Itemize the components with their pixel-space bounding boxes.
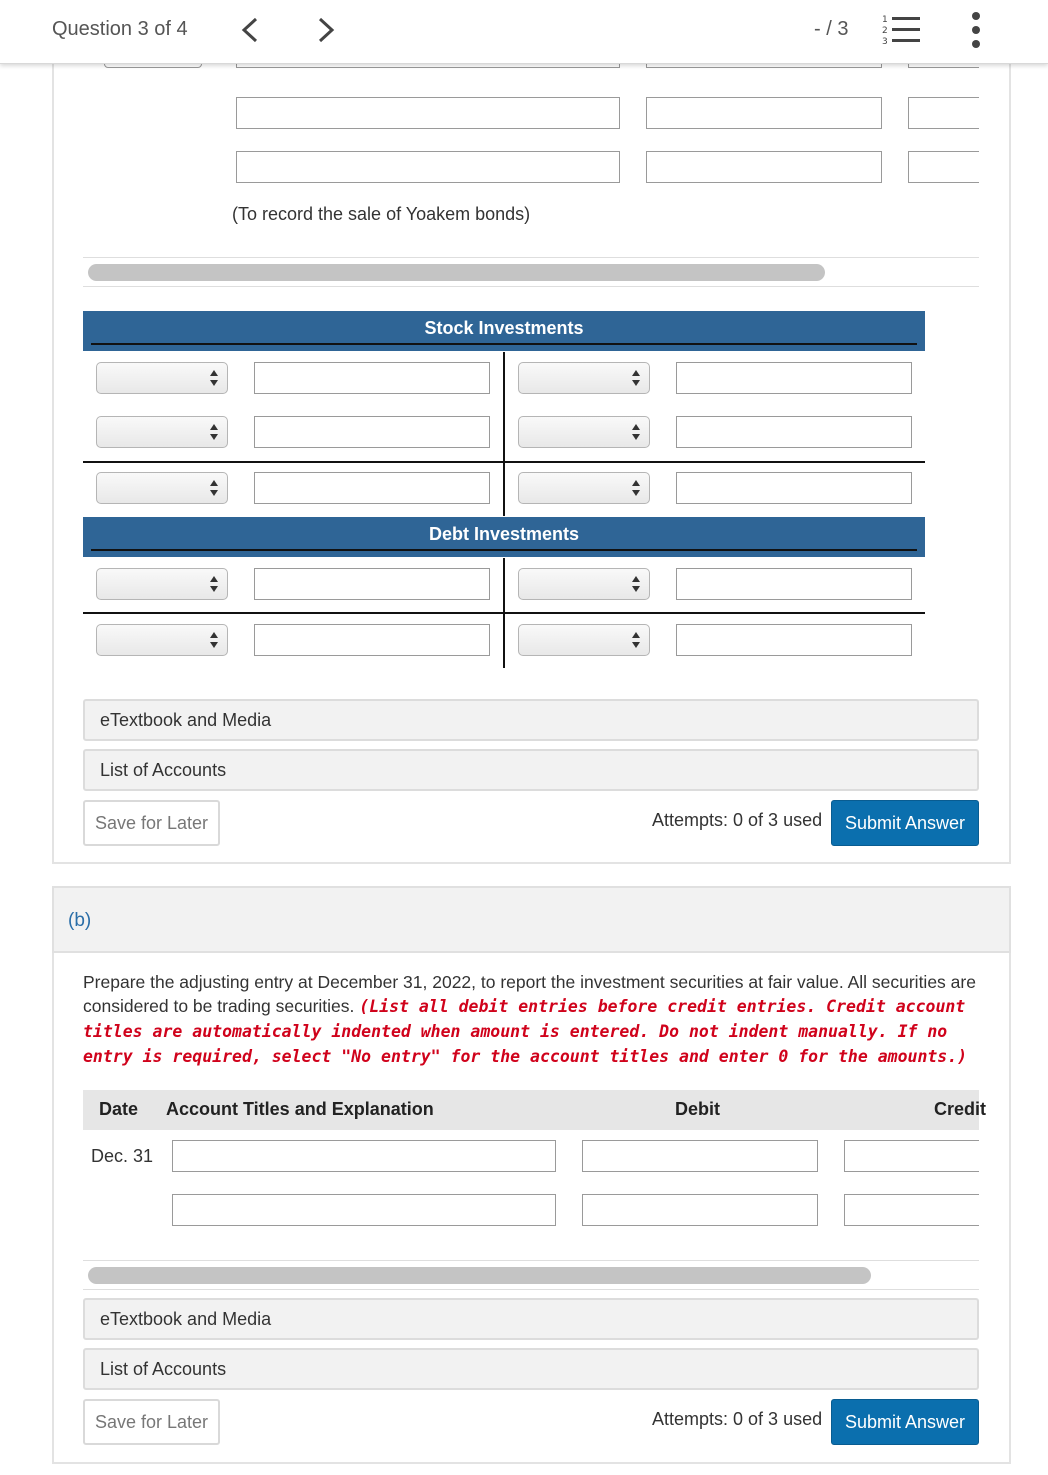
stock-debit-amount[interactable] bbox=[254, 362, 490, 394]
stock-investments-header bbox=[83, 311, 925, 351]
account-title-input[interactable] bbox=[172, 1140, 556, 1172]
part-b-header bbox=[52, 886, 1011, 953]
select-arrows-icon bbox=[210, 424, 218, 440]
select-arrows-icon bbox=[632, 576, 640, 592]
horizontal-scrollbar[interactable] bbox=[88, 264, 825, 281]
debt-debit-amount[interactable] bbox=[254, 568, 490, 600]
svg-text:2: 2 bbox=[882, 26, 888, 36]
select-arrows-icon bbox=[210, 576, 218, 592]
stock-debit-select[interactable] bbox=[96, 416, 228, 448]
submit-answer-button[interactable]: Submit Answer bbox=[831, 1399, 979, 1445]
stock-balance-amount[interactable] bbox=[254, 472, 490, 504]
credit-input[interactable] bbox=[844, 1194, 979, 1226]
debt-balance-select[interactable] bbox=[518, 624, 650, 656]
divider bbox=[83, 1289, 979, 1290]
col-credit: Credit bbox=[934, 1099, 987, 1119]
t-account-divider bbox=[503, 352, 505, 516]
debit-input[interactable] bbox=[582, 1140, 818, 1172]
svg-text:1: 1 bbox=[882, 15, 888, 25]
stock-credit-amount[interactable] bbox=[676, 416, 912, 448]
etextbook-media-link[interactable]: eTextbook and Media bbox=[83, 1298, 979, 1340]
instructions-text: Prepare the adjusting entry at December 31, 2022, to report the investment securities at fair value. All securities are considered to be trading securities. bbox=[83, 972, 976, 1016]
select-arrows-icon bbox=[632, 480, 640, 496]
list-of-accounts-link[interactable]: List of Accounts bbox=[83, 1348, 979, 1390]
debit-input[interactable] bbox=[646, 97, 882, 129]
stock-balance-select[interactable] bbox=[96, 472, 228, 504]
stock-balance-select[interactable] bbox=[518, 472, 650, 504]
save-for-later-button[interactable]: Save for Later bbox=[83, 800, 220, 846]
etextbook-media-link[interactable]: eTextbook and Media bbox=[83, 699, 979, 741]
debit-input[interactable] bbox=[582, 1194, 818, 1226]
instructions bbox=[83, 970, 983, 1069]
col-debit: Debit bbox=[675, 1099, 720, 1119]
attempts-counter: Attempts: 0 of 3 used bbox=[652, 1409, 823, 1429]
entry-caption: (To record the sale of Yoakem bonds) bbox=[232, 204, 531, 224]
stock-debit-select[interactable] bbox=[96, 362, 228, 394]
instructions-note: (List all debit entries before credit entries. Credit account titles are automatically indented when amount is entered. Do not indent manually. If no entry is required, select "No entry" for the account titles and enter 0 for the amounts.) bbox=[83, 997, 968, 1066]
question-header bbox=[0, 0, 1048, 64]
debt-investments-title: Debt Investments bbox=[428, 524, 580, 544]
credit-input[interactable] bbox=[908, 97, 979, 129]
attempts-counter: Attempts: 0 of 3 used bbox=[652, 810, 823, 830]
horizontal-scrollbar[interactable] bbox=[88, 1267, 871, 1284]
svg-text:3: 3 bbox=[882, 37, 888, 47]
stock-credit-amount[interactable] bbox=[676, 362, 912, 394]
save-for-later-button[interactable]: Save for Later bbox=[83, 1399, 220, 1445]
t-account-rule bbox=[83, 612, 925, 614]
debt-credit-select[interactable] bbox=[518, 568, 650, 600]
divider bbox=[83, 286, 979, 287]
submit-answer-button[interactable]: Submit Answer bbox=[831, 800, 979, 846]
select-arrows-icon bbox=[632, 370, 640, 386]
stock-debit-amount[interactable] bbox=[254, 416, 490, 448]
select-arrows-icon bbox=[632, 424, 640, 440]
col-account-titles: Account Titles and Explanation bbox=[166, 1099, 434, 1119]
account-title-input[interactable] bbox=[236, 151, 620, 183]
divider bbox=[83, 257, 979, 258]
select-arrows-icon bbox=[210, 632, 218, 648]
numbered-list-icon[interactable] bbox=[880, 12, 922, 48]
stock-credit-select[interactable] bbox=[518, 362, 650, 394]
t-account-rule bbox=[83, 461, 925, 463]
credit-input[interactable] bbox=[908, 151, 979, 183]
score-display: - / 3 bbox=[814, 18, 849, 40]
chevron-left-icon[interactable] bbox=[236, 14, 264, 46]
debt-debit-select[interactable] bbox=[96, 568, 228, 600]
account-title-input[interactable] bbox=[172, 1194, 556, 1226]
debt-balance-amount[interactable] bbox=[676, 624, 912, 656]
divider bbox=[83, 1260, 979, 1261]
select-arrows-icon bbox=[210, 370, 218, 386]
chevron-right-icon[interactable] bbox=[312, 14, 340, 46]
entry-date: Dec. 31 bbox=[91, 1146, 154, 1166]
header-underline bbox=[91, 343, 917, 345]
debt-investments-header bbox=[83, 517, 925, 557]
part-b-label: (b) bbox=[68, 910, 92, 931]
debt-credit-amount[interactable] bbox=[676, 568, 912, 600]
debt-balance-select[interactable] bbox=[96, 624, 228, 656]
journal-table-header bbox=[83, 1090, 987, 1130]
credit-input[interactable] bbox=[844, 1140, 979, 1172]
debit-input[interactable] bbox=[646, 151, 882, 183]
header-underline bbox=[91, 549, 917, 551]
stock-investments-title: Stock Investments bbox=[424, 318, 584, 338]
col-date: Date bbox=[99, 1099, 139, 1119]
account-title-input[interactable] bbox=[236, 97, 620, 129]
stock-balance-amount[interactable] bbox=[676, 472, 912, 504]
list-of-accounts-link[interactable]: List of Accounts bbox=[83, 749, 979, 791]
select-arrows-icon bbox=[632, 632, 640, 648]
stock-credit-select[interactable] bbox=[518, 416, 650, 448]
question-counter: Question 3 of 4 bbox=[52, 18, 188, 40]
debt-balance-amount[interactable] bbox=[254, 624, 490, 656]
more-vertical-icon[interactable] bbox=[966, 10, 986, 50]
select-arrows-icon bbox=[210, 480, 218, 496]
